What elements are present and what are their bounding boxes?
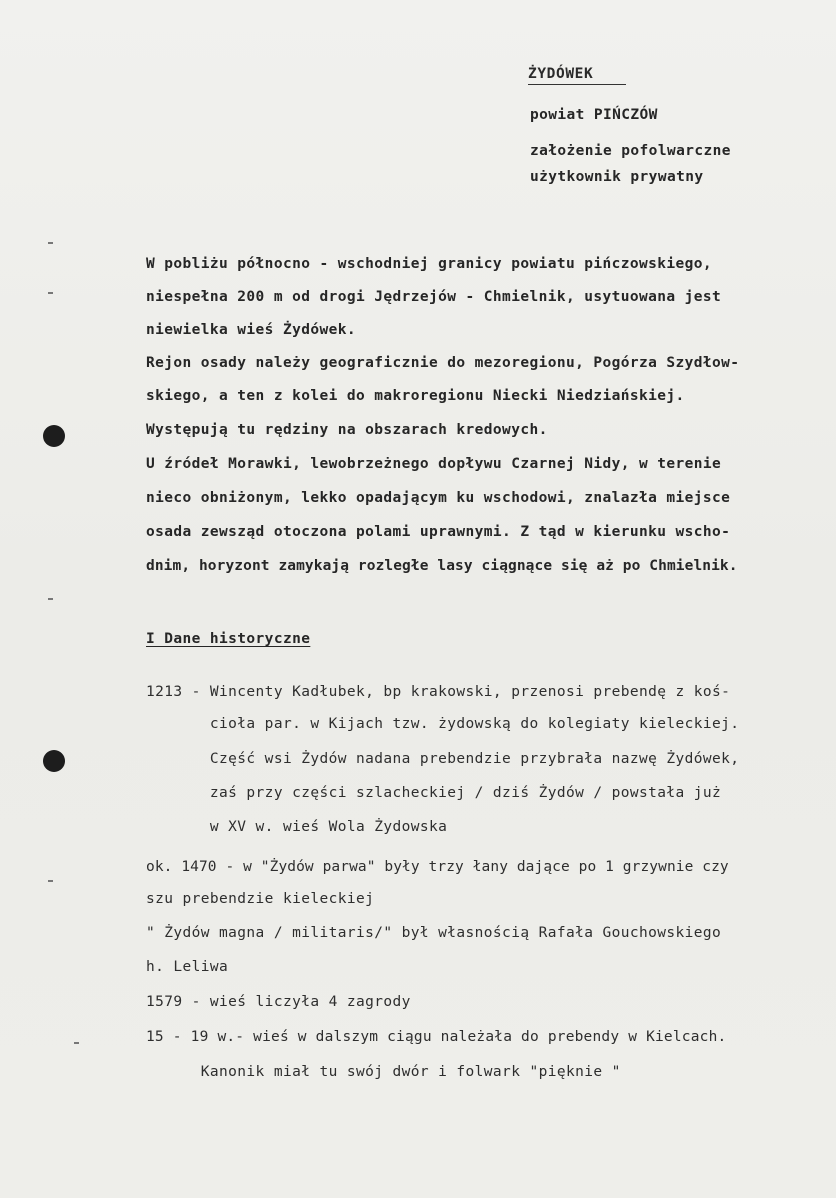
intro-line: Występują tu rędziny na obszarach kredowych. xyxy=(146,422,548,438)
intro-line: nieco obniżonym, lekko opadającym ku wschodowi, znalazła miejsce xyxy=(146,490,731,506)
margin-tick xyxy=(48,880,53,882)
section-title: I Dane historyczne xyxy=(146,631,311,647)
intro-line: dnim, horyzont zamykają rozległe lasy ciągnące się aż po Chmielnik. xyxy=(146,558,738,574)
history-line: 1213 - Wincenty Kadłubek, bp krakowski, przenosi prebendę z koś- xyxy=(146,684,731,700)
history-line: szu prebendzie kieleckiej xyxy=(146,891,375,907)
history-line: ok. 1470 - w "Żydów parwa" były trzy łany dające po 1 grzywnie czy xyxy=(146,859,729,875)
intro-line: niespełna 200 m od drogi Jędrzejów - Chmielnik, usytuowana jest xyxy=(146,289,722,305)
margin-tick xyxy=(48,598,53,600)
history-line: 15 - 19 w.- wieś w dalszym ciągu należała do prebendy w Kielcach. xyxy=(146,1029,727,1045)
intro-line: niewielka wieś Żydówek. xyxy=(146,322,356,338)
margin-tick xyxy=(48,242,53,244)
history-line: " Żydów magna / militaris/" był własnością Rafała Gouchowskiego xyxy=(146,925,722,941)
history-line: zaś przy części szlacheckiej / dziś Żydów / powstała już xyxy=(146,785,722,801)
intro-line: Rejon osady należy geograficznie do mezoregionu, Pogórza Szydłow- xyxy=(146,355,740,371)
history-line: cioła par. w Kijach tzw. żydowską do kolegiaty kieleckiej. xyxy=(146,716,740,732)
history-line: w XV w. wieś Wola Żydowska xyxy=(146,819,448,835)
history-line: Kanonik miał tu swój dwór i folwark "pięknie " xyxy=(146,1064,621,1080)
intro-line: skiego, a ten z kolei do makroregionu Niecki Niedziańskiej. xyxy=(146,388,685,404)
header-owner: użytkownik prywatny xyxy=(530,169,704,185)
punch-hole-bottom xyxy=(43,750,65,772)
intro-line: osada zewsząd otoczona polami uprawnymi. Z tąd w kierunku wscho- xyxy=(146,524,731,540)
history-line: h. Leliwa xyxy=(146,959,229,975)
history-line: 1579 - wieś liczyła 4 zagrody xyxy=(146,994,411,1010)
intro-line: W pobliżu północno - wschodniej granicy powiatu pińczowskiego, xyxy=(146,256,713,272)
margin-tick xyxy=(48,292,53,294)
title-underline xyxy=(528,84,626,85)
margin-tick xyxy=(74,1042,79,1044)
document-title: ŻYDÓWEK xyxy=(528,66,594,82)
history-line: Część wsi Żydów nadana prebendzie przybrała nazwę Żydówek, xyxy=(146,751,740,767)
header-type: założenie pofolwarczne xyxy=(530,143,731,159)
intro-line: U źródeł Morawki, lewobrzeżnego dopływu Czarnej Nidy, w terenie xyxy=(146,456,722,472)
header-county: powiat PIŃCZÓW xyxy=(530,107,658,123)
punch-hole-top xyxy=(43,425,65,447)
